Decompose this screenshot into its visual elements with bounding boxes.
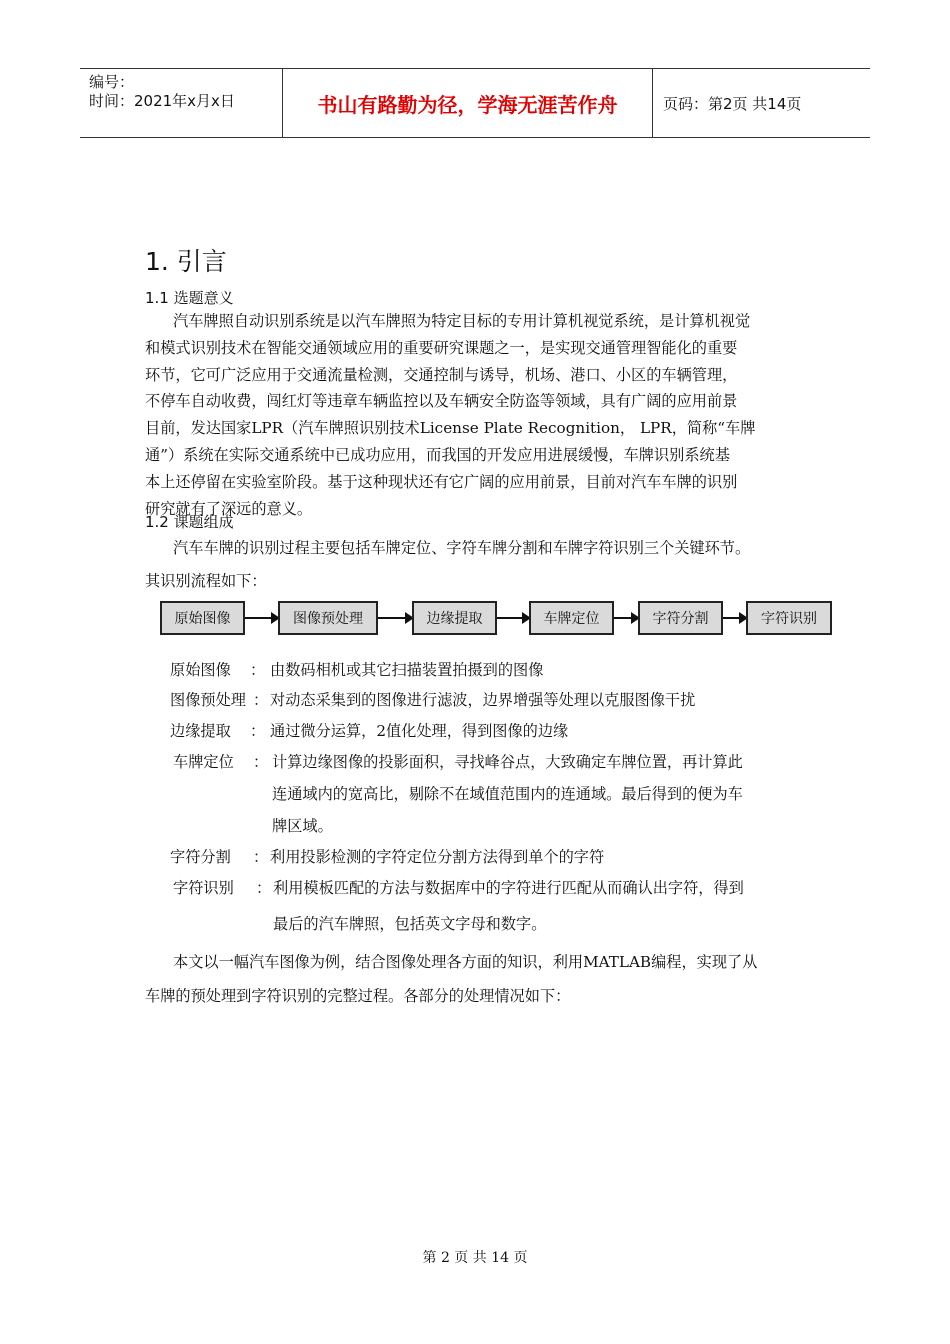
text-line: 通”）系统在实际交通系统中已成功应用，而我国的开发应用进展缓慢，车牌识别系统基 — [145, 445, 730, 464]
definition-text: 连通域内的宽高比，剔除不在域值范围内的连通域。最后得到的便为车 — [272, 785, 743, 803]
header-meta — [80, 69, 282, 137]
text-line: 其识别流程如下： — [145, 572, 267, 590]
flow-arrow — [378, 617, 412, 619]
header-motto: 书山有路勤为径，学海无涯苦作舟 — [317, 92, 618, 117]
text-line: 车牌的预处理到字符识别的完整过程。各部分的处理情况如下： — [145, 987, 571, 1005]
definition-term: 图像预处理 — [170, 691, 246, 709]
definition-text: 计算边缘图像的投影面积，寻找峰谷点，大致确定车牌位置，再计算此 — [272, 753, 743, 771]
paragraph-significance — [145, 308, 810, 522]
definition-text: 利用投影检测的字符定位分割方法得到单个的字符 — [270, 848, 605, 866]
text-line: 环节，它可广泛应用于交通流量检测，交通控制与诱导，机场、港口、小区的车辆管理， — [145, 365, 738, 384]
flow-step: 边缘提取 — [412, 601, 497, 635]
definition-term: 车牌定位 — [173, 753, 234, 771]
text-line: 目前，发达国家LPR（汽车牌照识别技术License Plate Recognition， LPR，简称“车牌 — [145, 419, 756, 438]
page-header — [80, 68, 870, 138]
definition-separator: ： — [253, 753, 269, 771]
flow-step: 字符分割 — [638, 601, 723, 635]
text-line: 本文以一幅汽车图像为例，结合图像处理各方面的知识，利用MATLAB编程，实现了从 — [173, 953, 758, 971]
definition-text: 通过微分运算，2值化处理，得到图像的边缘 — [270, 722, 569, 740]
flow-arrow — [723, 617, 746, 619]
definition-term: 字符识别 — [173, 879, 234, 897]
text-line: 研究就有了深远的意义。 — [145, 499, 313, 518]
flow-step: 车牌定位 — [529, 601, 614, 635]
paragraph-composition — [145, 532, 810, 598]
definition-term: 字符分割 — [170, 848, 231, 866]
definition-term: 边缘提取 — [170, 722, 231, 740]
definition-text: 牌区域。 — [272, 817, 333, 835]
text-line: 汽车牌照自动识别系统是以汽车牌照为特定目标的专用计算机视觉系统，是计算机视觉 — [173, 312, 751, 330]
text-line: 本上还停留在实验室阶段。基于这种现状还有它广阔的应用前景，目前对汽车车牌的识别 — [145, 472, 738, 491]
text-line: 不停车自动收费，闯红灯等违章车辆监控以及车辆安全防盗等领域，具有广阔的应用前景 — [145, 392, 738, 411]
flow-step: 字符识别 — [746, 601, 832, 635]
section-heading: 1.2 课题组成 — [145, 513, 234, 531]
section-heading: 1.1 选题意义 — [145, 289, 234, 307]
flow-step: 原始图像 — [160, 601, 245, 635]
page-footer: 第 2 页 共 14 页 — [422, 1250, 528, 1266]
definition-text: 由数码相机或其它扫描装置拍摄到的图像 — [270, 661, 544, 679]
doc-time-label: 时间：2021年x月x日 — [89, 92, 235, 110]
definition-term: 原始图像 — [170, 661, 231, 679]
flow-arrow — [614, 617, 638, 619]
text-line: 和模式识别技术在智能交通领域应用的重要研究课题之一，是实现交通管理智能化的重要 — [145, 338, 738, 357]
flow-arrow — [497, 617, 529, 619]
definition-text: 对动态采集到的图像进行滤波，边界增强等处理以克服图像干扰 — [270, 691, 696, 709]
chapter-title: 1. 引言 — [145, 247, 227, 276]
definition-separator: ： — [250, 722, 266, 740]
paragraph-overview — [145, 945, 810, 1013]
flow-arrow — [245, 617, 278, 619]
definition-text: 最后的汽车牌照，包括英文字母和数字。 — [273, 915, 547, 933]
definition-text: 利用模板匹配的方法与数据库中的字符进行匹配从而确认出字符，得到 — [273, 879, 744, 897]
definition-separator: ： — [253, 848, 269, 866]
flow-step: 图像预处理 — [278, 601, 378, 635]
header-page-label: 页码：第2页 共14页 — [663, 95, 802, 113]
header-divider — [652, 69, 653, 137]
doc-number-label: 编号： — [89, 73, 135, 91]
definition-separator: ： — [253, 691, 269, 709]
definition-separator: ： — [256, 879, 272, 897]
text-line: 汽车车牌的识别过程主要包括车牌定位、字符车牌分割和车牌字符识别三个关键环节。 — [173, 539, 751, 557]
definition-separator: ： — [250, 661, 266, 679]
